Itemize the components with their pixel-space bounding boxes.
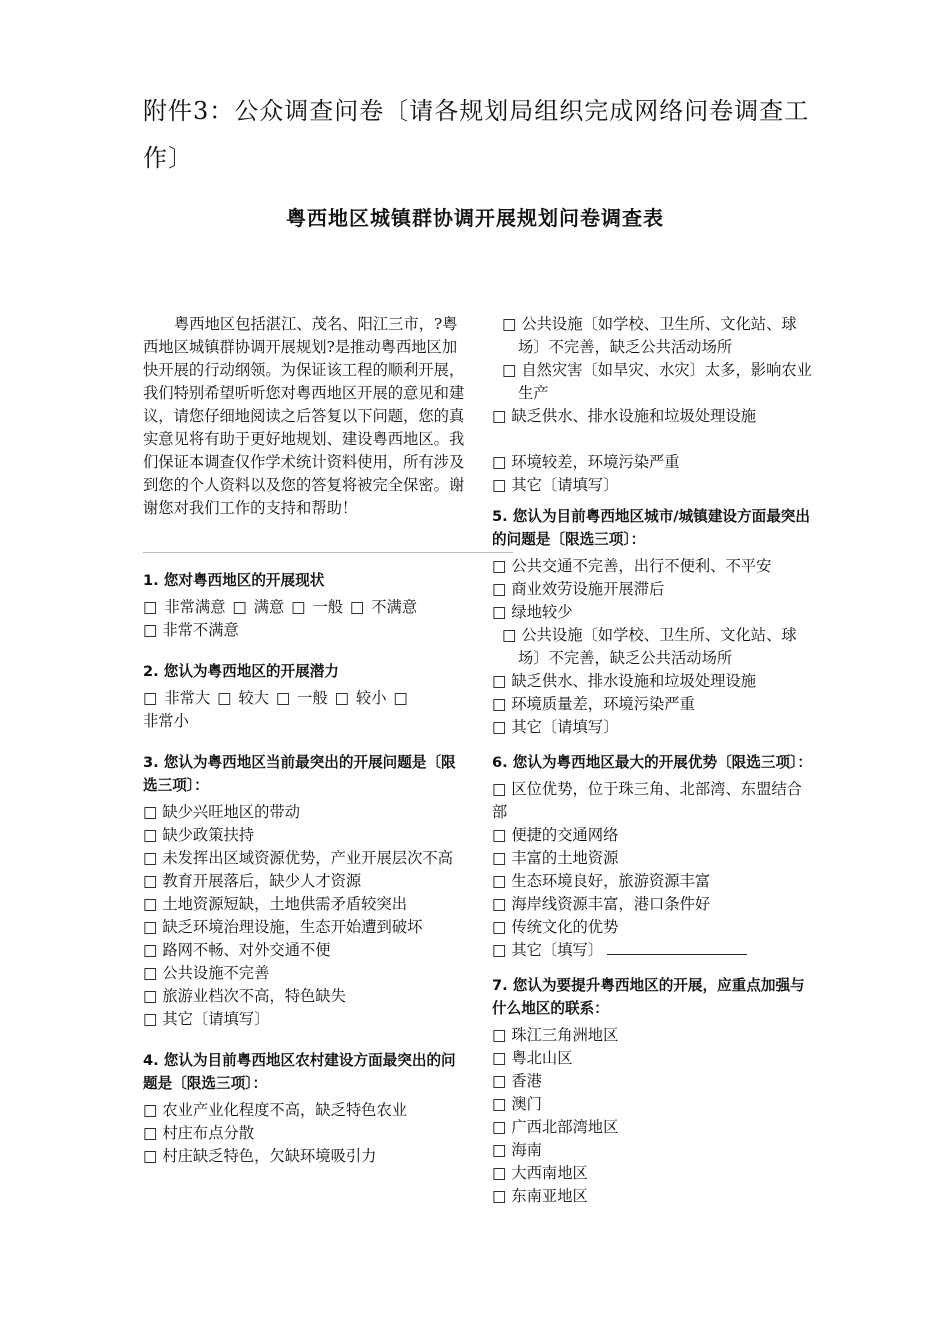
question-4-option[interactable]: □ 环境较差，环境污染严重 (492, 453, 680, 471)
question-5-option[interactable]: □ 缺乏供水、排水设施和垃圾处理设施 (492, 672, 757, 690)
attachment-heading: 附件3：公众调查问卷〔请各规划局组织完成网络问卷调查工作〕 (143, 97, 810, 172)
question-3-option[interactable]: □ 其它〔请填写〕 (143, 1010, 270, 1028)
question-4-option[interactable]: □ 村庄缺乏特色，欠缺环境吸引力 (143, 1147, 377, 1165)
question-2-option-very-small[interactable]: 非常小 (143, 712, 189, 730)
question-3-option[interactable]: □ 缺乏环境治理设施，生态开始遭到破坏 (143, 918, 423, 936)
question-6-option[interactable]: □ 生态环境良好，旅游资源丰富 (492, 872, 711, 890)
question-1-option-very-dissatisfied[interactable]: □ 非常不满意 (143, 621, 239, 639)
question-7-option[interactable]: □ 香港 (492, 1072, 542, 1090)
question-4-option[interactable]: □ 村庄布点分散 (143, 1124, 255, 1142)
question-4-option[interactable]: □ 自然灾害〔如旱灾、水灾〕太多，影响农业生产 (502, 361, 812, 402)
question-7-option[interactable]: □ 大西南地区 (492, 1164, 588, 1182)
question-3-option[interactable]: □ 路网不畅、对外交通不便 (143, 941, 331, 959)
right-column (492, 313, 814, 1208)
question-7-option[interactable]: □ 海南 (492, 1141, 542, 1159)
question-3-option[interactable]: □ 土地资源短缺，土地供需矛盾较突出 (143, 895, 408, 913)
left-column (143, 313, 465, 1168)
question-6-other-label: □ 其它〔填写〕 (492, 941, 604, 959)
question-3-option[interactable]: □ 未发挥出区域资源优势，产业开展层次不高 (143, 849, 453, 867)
question-7-option[interactable]: □ 珠江三角洲地区 (492, 1026, 619, 1044)
question-2-options[interactable]: □ 非常大 □ 较大 □ 一般 □ 较小 □ (143, 689, 408, 707)
question-3-title: 3. 您认为粤西地区当前最突出的开展问题是〔限选三项〕： (143, 754, 456, 794)
question-4-option[interactable]: □ 公共设施〔如学校、卫生所、文化站、球场〕不完善，缺乏公共活动场所 (502, 315, 797, 356)
question-4-option[interactable]: □ 缺乏供水、排水设施和垃圾处理设施 (492, 407, 757, 425)
question-3-option[interactable]: □ 旅游业档次不高，特色缺失 (143, 987, 346, 1005)
survey-title: 粤西地区城镇群协调开展规划问卷调查表 (286, 206, 664, 230)
question-1-title: 1. 您对粤西地区的开展现状 (143, 572, 325, 589)
question-3-option[interactable]: □ 公共设施不完善 (143, 964, 270, 982)
question-5-option[interactable]: □ 公共交通不完善，出行不便利、不平安 (492, 557, 772, 575)
question-5-title: 5. 您认为目前粤西地区城市/城镇建设方面最突出的问题是〔限选三项〕： (492, 508, 810, 548)
question-5-option[interactable]: □ 公共设施〔如学校、卫生所、文化站、球场〕不完善，缺乏公共活动场所 (502, 626, 797, 667)
question-6-option[interactable]: □ 丰富的土地资源 (492, 849, 619, 867)
question-7-option[interactable]: □ 广西北部湾地区 (492, 1118, 619, 1136)
question-5-option[interactable]: □ 绿地较少 (492, 603, 573, 621)
question-1-options[interactable]: □ 非常满意 □ 满意 □ 一般 □ 不满意 (143, 598, 418, 616)
question-4-option[interactable]: □ 其它〔请填写〕 (492, 476, 619, 494)
intro-paragraph: 粤西地区包括湛江、茂名、阳江三市，?粤西地区城镇群协调开展规划?是推动粤西地区加快开展的行动纲领。为保证该工程的顺利开展，我们特别希望听听您对粤西地区开展的意见和建议，请您仔细地阅读之后答复以下问题，您的真实意见将有助于更好地规划、建设粤西地区。我们保证本调查仅作学术统计资料使用，所有涉及到您的个人资料以及您的答复将被完全保密。谢谢您对我们工作的支持和帮助！ (143, 315, 465, 517)
question-7-title: 7. 您认为要提升粤西地区的开展，应重点加强与什么地区的联系： (492, 977, 805, 1017)
question-4-option[interactable]: □ 农业产业化程度不高，缺乏特色农业 (143, 1101, 408, 1119)
question-5-option[interactable]: □ 商业效劳设施开展滞后 (492, 580, 665, 598)
question-7-option[interactable]: □ 东南亚地区 (492, 1187, 588, 1205)
question-2-title: 2. 您认为粤西地区的开展潜力 (143, 663, 339, 680)
question-5-option[interactable]: □ 其它〔请填写〕 (492, 718, 619, 736)
question-6-option[interactable]: □ 区位优势，位于珠三角、北部湾、东盟结合部 (492, 780, 802, 821)
question-4-title: 4. 您认为目前粤西地区农村建设方面最突出的问题是〔限选三项〕： (143, 1052, 456, 1092)
question-6-option[interactable]: □ 海岸线资源丰富，港口条件好 (492, 895, 711, 913)
fill-in-blank[interactable] (607, 940, 747, 955)
question-7-option[interactable]: □ 澳门 (492, 1095, 542, 1113)
question-3-option[interactable]: □ 教育开展落后，缺少人才资源 (143, 872, 362, 890)
question-6-title: 6. 您认为粤西地区最大的开展优势〔限选三项〕： (492, 754, 812, 771)
question-3-option[interactable]: □ 缺少政策扶持 (143, 826, 255, 844)
question-7-option[interactable]: □ 粤北山区 (492, 1049, 573, 1067)
question-6-option[interactable]: □ 传统文化的优势 (492, 918, 619, 936)
question-6-option-other[interactable] (492, 939, 814, 962)
question-6-option[interactable]: □ 便捷的交通网络 (492, 826, 619, 844)
question-3-option[interactable]: □ 缺少兴旺地区的带动 (143, 803, 300, 821)
question-5-option[interactable]: □ 环境质量差，环境污染严重 (492, 695, 695, 713)
